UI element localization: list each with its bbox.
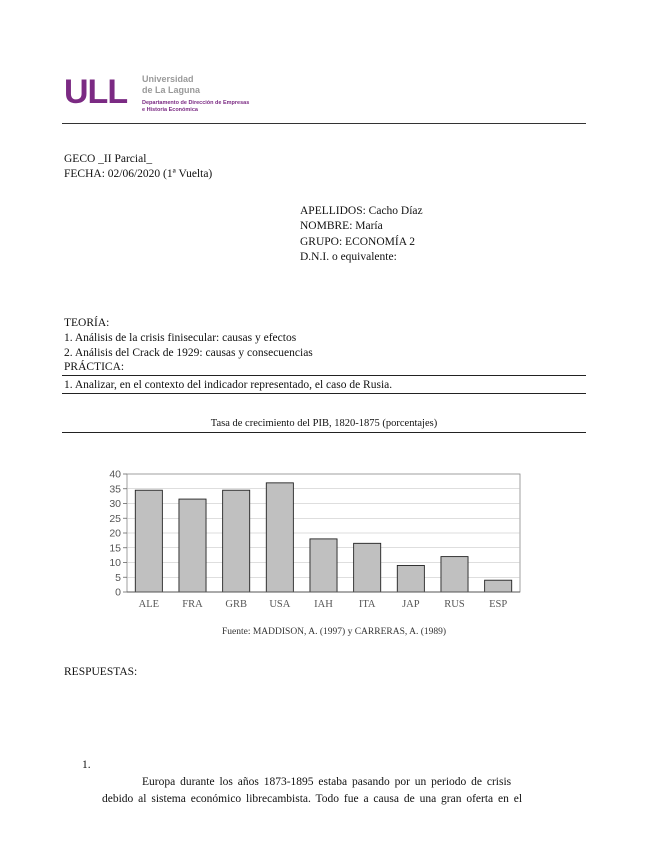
chart-y-tick-label: 15	[109, 542, 121, 555]
department-name	[142, 100, 249, 114]
answer-number: 1.	[82, 759, 91, 771]
chart-bar-ita	[354, 543, 381, 592]
chart-bar-fra	[179, 499, 206, 592]
chart-x-tick-label: ALE	[138, 599, 160, 610]
chart-bar-grb	[223, 490, 250, 592]
university-name-line2: de La Laguna	[142, 85, 201, 95]
chart-y-tick-label: 20	[109, 527, 121, 540]
answer-text-line-2: debido al sistema económico librecambista. Todo fue a causa de una gran oferta en el	[102, 793, 523, 805]
gdp-growth-bar-chart	[95, 460, 535, 620]
university-name-line1: Universidad	[142, 74, 194, 84]
chart-bar-rus	[441, 557, 468, 592]
chart-y-tick-label: 40	[109, 468, 121, 481]
student-surname: APELLIDOS: Cacho Díaz	[300, 205, 423, 217]
figure-title: Tasa de crecimiento del PIB, 1820-1875 (porcentajes)	[210, 418, 438, 429]
figure-title-divider	[62, 432, 586, 433]
answers-heading: RESPUESTAS:	[64, 666, 138, 678]
chart-y-tick-label: 30	[109, 498, 121, 510]
practice-divider-top	[62, 375, 586, 376]
practice-heading: PRÁCTICA:	[64, 361, 125, 373]
chart-x-tick-label: GRB	[225, 599, 247, 610]
chart-x-tick-label: USA	[269, 599, 291, 610]
department-name-line1: Departamento de Dirección de Empresas	[142, 100, 250, 106]
logo-mark-text: ULL	[64, 73, 128, 110]
chart-y-tick-label: 0	[115, 586, 121, 599]
chart-x-tick-label: ITA	[358, 599, 376, 610]
department-name-line2: e Historia Económica	[142, 107, 198, 113]
chart-bar-jap	[397, 565, 424, 592]
chart-y-tick-label: 35	[109, 483, 121, 496]
university-logo-icon	[64, 70, 128, 110]
chart-x-tick-label: IAH	[314, 599, 333, 610]
exam-date: FECHA: 02/06/2020 (1ª Vuelta)	[64, 168, 213, 180]
university-name	[142, 74, 200, 96]
exam-title: GECO _II Parcial_	[64, 153, 153, 165]
chart-x-tick-label: FRA	[182, 599, 203, 610]
chart-y-tick-label: 5	[115, 571, 121, 584]
theory-question-2: 2. Análisis del Crack de 1929: causas y consecuencias	[64, 347, 313, 359]
chart-y-tick-label: 10	[109, 557, 121, 569]
chart-x-tick-label: JAP	[402, 599, 420, 610]
chart-x-tick-label: RUS	[444, 599, 465, 610]
chart-source: Fuente: MADDISON, A. (1997) y CARRERAS, A. (1989)	[221, 627, 447, 637]
theory-question-1: 1. Análisis de la crisis finisecular: causas y efectos	[64, 332, 297, 344]
chart-bar-esp	[485, 580, 512, 592]
student-info	[300, 204, 423, 265]
answer-text-line-1: Europa durante los años 1873-1895 estaba pasando por un periodo de crisis	[142, 776, 512, 788]
chart-bar-ale	[135, 490, 162, 592]
practice-question-1: 1. Analizar, en el contexto del indicador representado, el caso de Rusia.	[64, 379, 393, 391]
chart-bar-iah	[310, 539, 337, 592]
theory-heading: TEORÍA:	[64, 317, 110, 329]
student-id: D.N.I. o equivalente:	[300, 250, 397, 263]
chart-bar-usa	[266, 483, 293, 592]
practice-divider-bottom	[62, 393, 586, 394]
header-divider	[62, 123, 586, 124]
student-name: NOMBRE: María	[300, 220, 383, 233]
chart-x-tick-label: ESP	[489, 599, 508, 610]
student-group: GRUPO: ECONOMÍA 2	[300, 235, 416, 248]
chart-y-tick-label: 25	[109, 512, 121, 525]
